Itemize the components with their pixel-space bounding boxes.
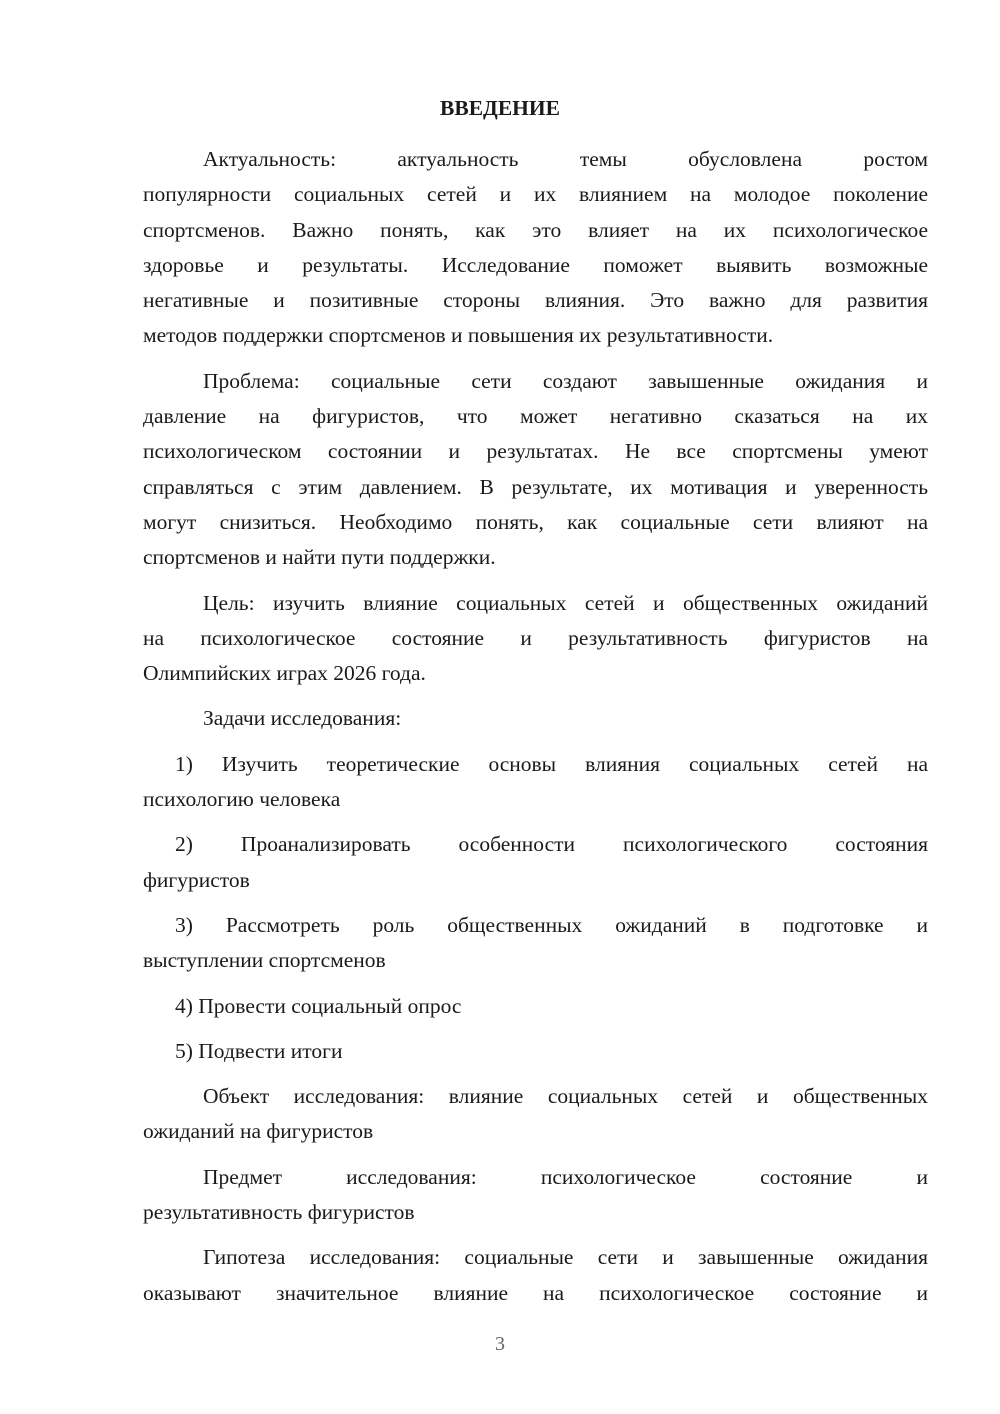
text-line: оказывают значительное влияние на психологическое состояние и bbox=[143, 1280, 928, 1305]
text-line: 5) Подвести итоги bbox=[175, 1038, 343, 1063]
text-line: Предмет исследования: психологическое состояние и bbox=[203, 1164, 928, 1189]
text-line: здоровье и результаты. Исследование поможет выявить возможные bbox=[143, 252, 928, 277]
text-line: Проблема: социальные сети создают завышенные ожидания и bbox=[203, 368, 928, 393]
text-line: 4) Провести социальный опрос bbox=[175, 993, 462, 1018]
paragraph bbox=[143, 701, 928, 736]
text-line: справляться с этим давлением. В результате, их мотивация и уверенность bbox=[143, 474, 928, 499]
text-line: выступлении спортсменов bbox=[143, 948, 386, 973]
text-line: Цель: изучить влияние социальных сетей и общественных ожиданий bbox=[203, 590, 928, 615]
text-line: психологическом состоянии и результатах. Не все спортсмены умеют bbox=[143, 439, 928, 464]
text-line: 3) Рассмотреть роль общественных ожиданий в подготовке и bbox=[175, 912, 928, 937]
text-line: на психологическое состояние и результативность фигуристов на bbox=[143, 625, 928, 650]
text-line: Задачи исследования: bbox=[203, 706, 402, 731]
text-line: 2) Проанализировать особенности психологического состояния bbox=[175, 832, 928, 857]
text-line: могут снизиться. Необходимо понять, как социальные сети влияют на bbox=[143, 509, 928, 534]
task-list-item bbox=[143, 827, 928, 898]
text-line: давление на фигуристов, что может негативно сказаться на их bbox=[143, 404, 928, 429]
text-line: ожиданий на фигуристов bbox=[143, 1119, 374, 1144]
document-body bbox=[143, 142, 928, 1321]
text-line: Гипотеза исследования: социальные сети и завышенные ожидания bbox=[203, 1245, 928, 1270]
text-line: спортсменов. Важно понять, как это влияет на их психологическое bbox=[143, 217, 928, 242]
text-line: 1) Изучить теоретические основы влияния социальных сетей на bbox=[175, 751, 928, 776]
task-list-item bbox=[143, 747, 928, 818]
text-line: Объект исследования: влияние социальных сетей и общественных bbox=[203, 1084, 928, 1109]
text-line: Актуальность: актуальность темы обусловлена ростом bbox=[203, 147, 928, 171]
paragraph bbox=[143, 1240, 928, 1311]
section-title: ВВЕДЕНИЕ bbox=[440, 96, 560, 120]
paragraph bbox=[143, 1079, 928, 1150]
text-line: спортсменов и найти пути поддержки. bbox=[143, 545, 496, 570]
paragraph bbox=[143, 1160, 928, 1231]
paragraph bbox=[143, 142, 928, 354]
text-line: популярности социальных сетей и их влиянием на молодое поколение bbox=[143, 182, 928, 207]
task-list-item bbox=[143, 908, 928, 979]
text-line: фигуристов bbox=[143, 867, 250, 892]
task-list-item bbox=[143, 1034, 928, 1069]
paragraph bbox=[143, 586, 928, 692]
text-line: негативные и позитивные стороны влияния. Это важно для развития bbox=[143, 288, 928, 313]
text-line: результативность фигуристов bbox=[143, 1200, 415, 1225]
paragraph bbox=[143, 364, 928, 576]
text-line: психологию человека bbox=[143, 787, 341, 812]
text-line: Олимпийских играх 2026 года. bbox=[143, 661, 426, 686]
task-list-item bbox=[143, 989, 928, 1024]
page-number: 3 bbox=[495, 1333, 505, 1355]
text-line: методов поддержки спортсменов и повышения их результативности. bbox=[143, 323, 774, 348]
